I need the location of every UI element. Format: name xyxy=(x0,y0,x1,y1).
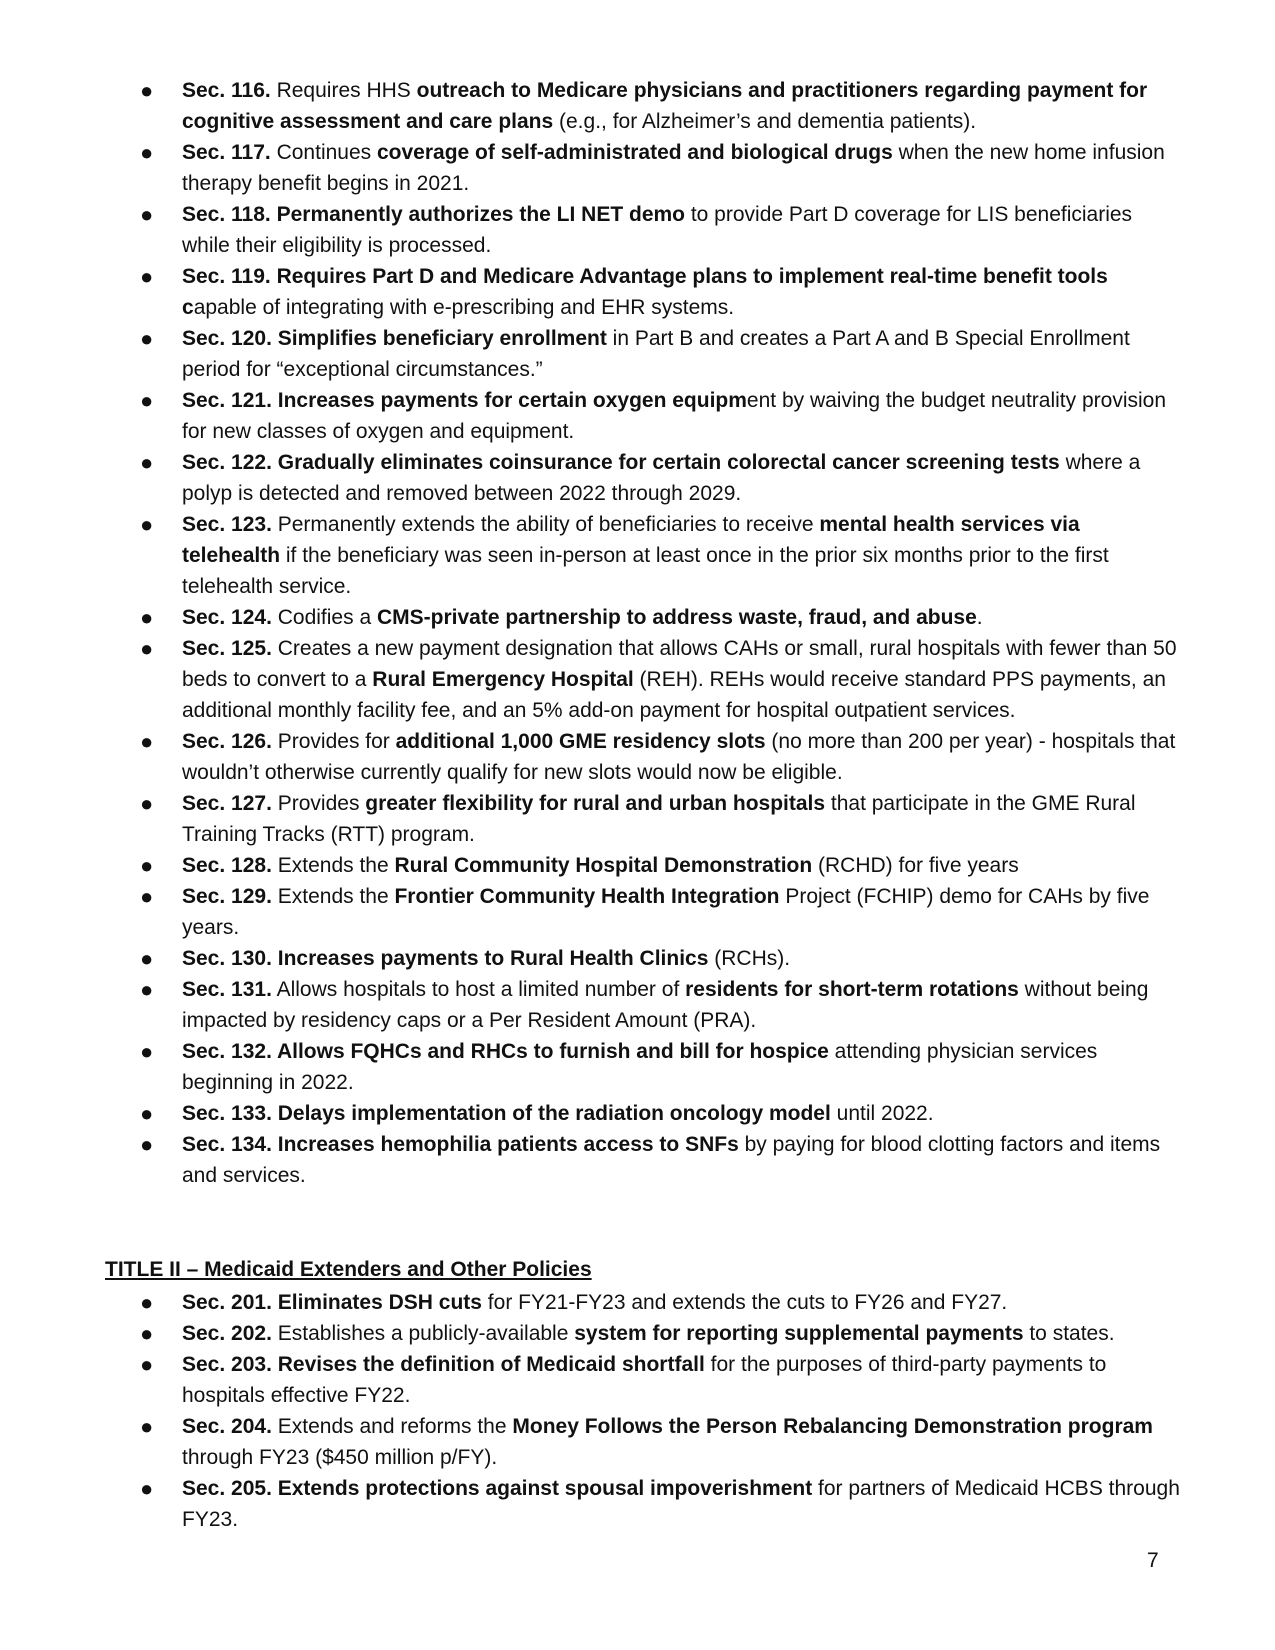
bold-text: Sec. 128. xyxy=(182,854,272,877)
list-item xyxy=(140,137,1180,199)
list-item xyxy=(140,1287,1180,1318)
page-number: 7 xyxy=(1147,1549,1159,1572)
medicaid-provisions-list xyxy=(140,1287,1180,1535)
body-text: through FY23 ($450 million p/FY). xyxy=(182,1446,498,1469)
bold-text: outreach to Medicare physicians and practitioners regarding payment for cognitive assessment and care plans xyxy=(182,79,1148,133)
body-text: to provide Part D coverage for LIS beneficiaries while their eligibility is processed. xyxy=(182,203,1133,257)
body-text: without being impacted by residency caps or a Per Resident Amount (PRA). xyxy=(182,978,1149,1032)
bold-text: Sec. 123. xyxy=(182,513,272,536)
list-item xyxy=(140,1098,1180,1129)
body-text: for partners of Medicaid HCBS through FY23. xyxy=(182,1477,1180,1531)
body-text: . xyxy=(976,606,983,629)
bullet-icon: ● xyxy=(140,1321,154,1346)
body-text: for FY21-FY23 and extends the cuts to FY26 and FY27. xyxy=(481,1291,1008,1314)
bold-text: Sec. 126. xyxy=(182,730,272,753)
bold-text: Sec. 119. Requires Part D and Medicare Advantage plans to implement real-time benefit tools c xyxy=(182,265,1108,319)
bullet-icon: ● xyxy=(140,264,154,289)
body-text: that participate in the GME Rural Training Tracks (RTT) program. xyxy=(182,792,1136,846)
list-item xyxy=(140,850,1180,881)
bullet-icon: ● xyxy=(140,78,154,103)
bold-text: Sec. 117. xyxy=(182,141,271,164)
list-item xyxy=(140,788,1180,850)
list-item xyxy=(140,1349,1180,1411)
bold-text: Rural Community Hospital Demonstration xyxy=(394,854,813,877)
list-item xyxy=(140,1318,1180,1349)
bold-text: CMS-private partnership to address waste, fraud, and abuse xyxy=(376,606,977,629)
body-text: (RCHs). xyxy=(708,947,791,970)
list-item xyxy=(140,726,1180,788)
body-text: (no more than 200 per year) - hospitals that wouldn’t otherwise currently qualify for new slots would now be eligible. xyxy=(182,730,1176,784)
list-item xyxy=(140,1036,1180,1098)
bullet-icon: ● xyxy=(140,1101,154,1126)
bold-text: Sec. 204. xyxy=(182,1415,272,1438)
list-item xyxy=(140,602,1180,633)
section-heading-title-ii: TITLE II – Medicaid Extenders and Other Policies xyxy=(105,1258,592,1281)
bold-text: Sec. 205. Extends protections against spousal impoverishment xyxy=(182,1477,813,1500)
body-text: Provides for xyxy=(271,730,396,753)
body-text: by paying for blood clotting factors and items and services. xyxy=(182,1133,1161,1187)
list-item xyxy=(140,1473,1180,1535)
body-text: Requires HHS xyxy=(270,79,417,102)
list-item xyxy=(140,261,1180,323)
list-item xyxy=(140,323,1180,385)
body-text: Extends the xyxy=(271,885,395,908)
bold-text: Sec. 134. Increases hemophilia patients access to SNFs xyxy=(182,1133,739,1156)
bullet-icon: ● xyxy=(140,388,154,413)
bullet-icon: ● xyxy=(140,1414,154,1439)
body-text: (REH). REHs would receive standard PPS payments, an additional monthly facility fee, and an 5% add-on payment for hospital outpatient services. xyxy=(182,668,1166,722)
body-text: where a polyp is detected and removed between 2022 through 2029. xyxy=(182,451,1141,505)
bold-text: greater flexibility for rural and urban hospitals xyxy=(365,792,826,815)
list-item xyxy=(140,633,1180,726)
bold-text: additional 1,000 GME residency slots xyxy=(395,730,766,753)
bullet-icon: ● xyxy=(140,977,154,1002)
bullet-icon: ● xyxy=(140,605,154,630)
bold-text: Sec. 130. Increases payments to Rural Health Clinics xyxy=(182,947,709,970)
bold-text: Sec. 124. xyxy=(182,606,272,629)
medicare-provisions-list xyxy=(140,75,1180,1191)
bold-text: system for reporting supplemental payments xyxy=(574,1322,1024,1345)
bold-text: Sec. 127. xyxy=(182,792,272,815)
bold-text: Sec. 131. xyxy=(182,978,272,1001)
body-text: Establishes a publicly-available xyxy=(271,1322,575,1345)
body-text: Codifies a xyxy=(271,606,377,629)
bold-text: Frontier Community Health Integration xyxy=(394,885,780,908)
bold-text: Sec. 118. Permanently authorizes the LI NET demo xyxy=(182,203,685,226)
bold-text: Sec. 203. Revises the definition of Medicaid shortfall xyxy=(182,1353,705,1376)
bold-text: residents for short-term rotations xyxy=(685,978,1019,1001)
bullet-icon: ● xyxy=(140,1352,154,1377)
bold-text: Sec. 202. xyxy=(182,1322,272,1345)
bullet-icon: ● xyxy=(140,884,154,909)
list-item xyxy=(140,1129,1180,1191)
body-text: (e.g., for Alzheimer’s and dementia patients). xyxy=(553,110,977,133)
list-item xyxy=(140,943,1180,974)
bullet-icon: ● xyxy=(140,450,154,475)
bold-text: Sec. 129. xyxy=(182,885,272,908)
bold-text: Sec. 133. Delays implementation of the radiation oncology model xyxy=(182,1102,831,1125)
body-text: Permanently extends the ability of beneficiaries to receive xyxy=(271,513,820,536)
list-item xyxy=(140,974,1180,1036)
bold-text: Sec. 125. xyxy=(182,637,272,660)
bold-text: coverage of self-administrated and biological drugs xyxy=(376,141,893,164)
bullet-icon: ● xyxy=(140,729,154,754)
list-item xyxy=(140,385,1180,447)
list-item xyxy=(140,199,1180,261)
body-text: Extends and reforms the xyxy=(271,1415,513,1438)
list-item xyxy=(140,1411,1180,1473)
bold-text: Sec. 132. Allows FQHCs and RHCs to furnish and bill for hospice xyxy=(182,1040,829,1063)
bullet-icon: ● xyxy=(140,202,154,227)
body-text: Project (FCHIP) demo for CAHs by five years. xyxy=(182,885,1150,939)
body-text: to states. xyxy=(1023,1322,1115,1345)
body-text: Allows hospitals to host a limited number of xyxy=(271,978,686,1001)
list-item xyxy=(140,509,1180,602)
list-item xyxy=(140,447,1180,509)
bullet-icon: ● xyxy=(140,636,154,661)
body-text: Extends the xyxy=(271,854,395,877)
bullet-icon: ● xyxy=(140,512,154,537)
body-text: apable of integrating with e-prescribing and EHR systems. xyxy=(193,296,735,319)
bullet-icon: ● xyxy=(140,1132,154,1157)
bullet-icon: ● xyxy=(140,1039,154,1064)
bold-text: Sec. 201. Eliminates DSH cuts xyxy=(182,1291,482,1314)
bold-text: Sec. 116. xyxy=(182,79,271,102)
body-text: attending physician services beginning in 2022. xyxy=(182,1040,1098,1094)
bullet-icon: ● xyxy=(140,1290,154,1315)
bold-text: mental health services via telehealth xyxy=(182,513,1080,567)
bullet-icon: ● xyxy=(140,326,154,351)
body-text: Provides xyxy=(271,792,366,815)
bullet-icon: ● xyxy=(140,140,154,165)
bullet-icon: ● xyxy=(140,791,154,816)
bold-text: Sec. 120. Simplifies beneficiary enrollment xyxy=(182,327,607,350)
bold-text: Rural Emergency Hospital xyxy=(372,668,634,691)
bold-text: Money Follows the Person Rebalancing Demonstration program xyxy=(512,1415,1153,1438)
body-text: Continues xyxy=(270,141,377,164)
body-text: Creates a new payment designation that allows CAHs or small, rural hospitals with fewer than 50 beds to convert to a xyxy=(182,637,1177,691)
bold-text: Sec. 121. Increases payments for certain oxygen equipm xyxy=(182,389,747,412)
bold-text: Sec. 122. Gradually eliminates coinsurance for certain colorectal cancer screening tests xyxy=(182,451,1060,474)
body-text: until 2022. xyxy=(830,1102,934,1125)
body-text: when the new home infusion therapy benefit begins in 2021. xyxy=(182,141,1165,195)
body-text: (RCHD) for five years xyxy=(812,854,1019,877)
list-item xyxy=(140,75,1180,137)
body-text: ent by waiving the budget neutrality provision for new classes of oxygen and equipment. xyxy=(182,389,1167,443)
bullet-icon: ● xyxy=(140,1476,154,1501)
body-text: in Part B and creates a Part A and B Special Enrollment period for “exceptional circumstances.” xyxy=(182,327,1130,381)
bullet-icon: ● xyxy=(140,946,154,971)
body-text: if the beneficiary was seen in-person at least once in the prior six months prior to the first telehealth service. xyxy=(182,544,1109,598)
bullet-icon: ● xyxy=(140,853,154,878)
list-item xyxy=(140,881,1180,943)
body-text: for the purposes of third-party payments to hospitals effective FY22. xyxy=(182,1353,1107,1407)
